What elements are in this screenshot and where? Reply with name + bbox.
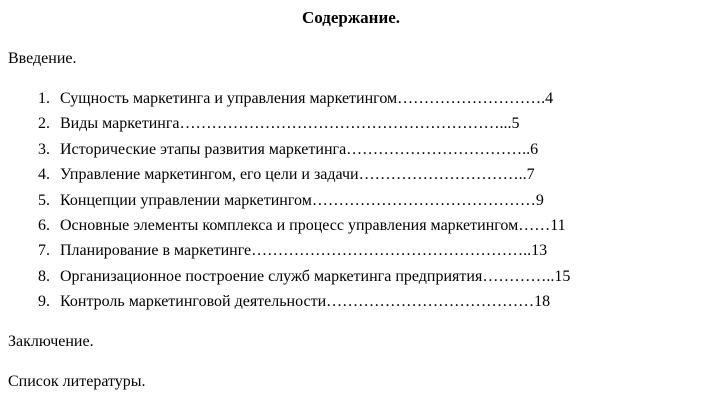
toc-item-text: Контроль маркетинговой деятельности…………………………………18 (60, 293, 551, 311)
toc-item-text: Исторические этапы развития маркетинга……………………………..6 (60, 140, 539, 158)
toc-item-number: 7. (38, 242, 50, 260)
toc-item-number: 5. (38, 191, 50, 209)
toc-item-number: 1. (38, 90, 50, 107)
toc-item-number: 6. (38, 216, 50, 234)
toc-item-number: 3. (38, 140, 50, 158)
toc-title: Содержание. (301, 8, 401, 27)
toc-item-6 (0, 215, 702, 240)
literature-heading: Список литературы. (8, 373, 146, 390)
toc-item-text: Основные элементы комплекса и процесс управления маркетингом……11 (60, 216, 566, 234)
toc-item-8 (0, 266, 702, 291)
toc-item-3 (0, 139, 702, 164)
intro-heading: Введение. (8, 50, 77, 67)
toc-item-9 (0, 291, 702, 316)
toc-item-text: Организационное построение служб маркетинга предприятия…………..15 (60, 267, 571, 285)
toc-item-7 (0, 240, 702, 265)
toc-item-1 (0, 88, 702, 113)
toc-item-4 (0, 164, 702, 189)
toc-item-text: Сущность маркетинга и управления маркетингом……………………….4 (60, 90, 554, 107)
conclusion-heading: Заключение. (8, 333, 94, 350)
toc-item-number: 9. (38, 293, 50, 311)
toc-item-number: 8. (38, 267, 50, 285)
toc-item-text: Планирование в маркетинге……………………………………………..13 (60, 242, 548, 260)
toc-item-2 (0, 113, 702, 138)
toc-item-text: Виды маркетинга……………………………………………………...5 (60, 115, 520, 133)
toc-item-text: Управление маркетингом, его цели и задачи…………………………..7 (60, 166, 535, 184)
toc-item-text: Концепции управлении маркетингом……………………………………9 (60, 191, 544, 209)
toc-item-number: 4. (38, 166, 50, 184)
toc-item-number: 2. (38, 115, 50, 133)
toc-list (0, 88, 702, 317)
toc-item-5 (0, 190, 702, 215)
